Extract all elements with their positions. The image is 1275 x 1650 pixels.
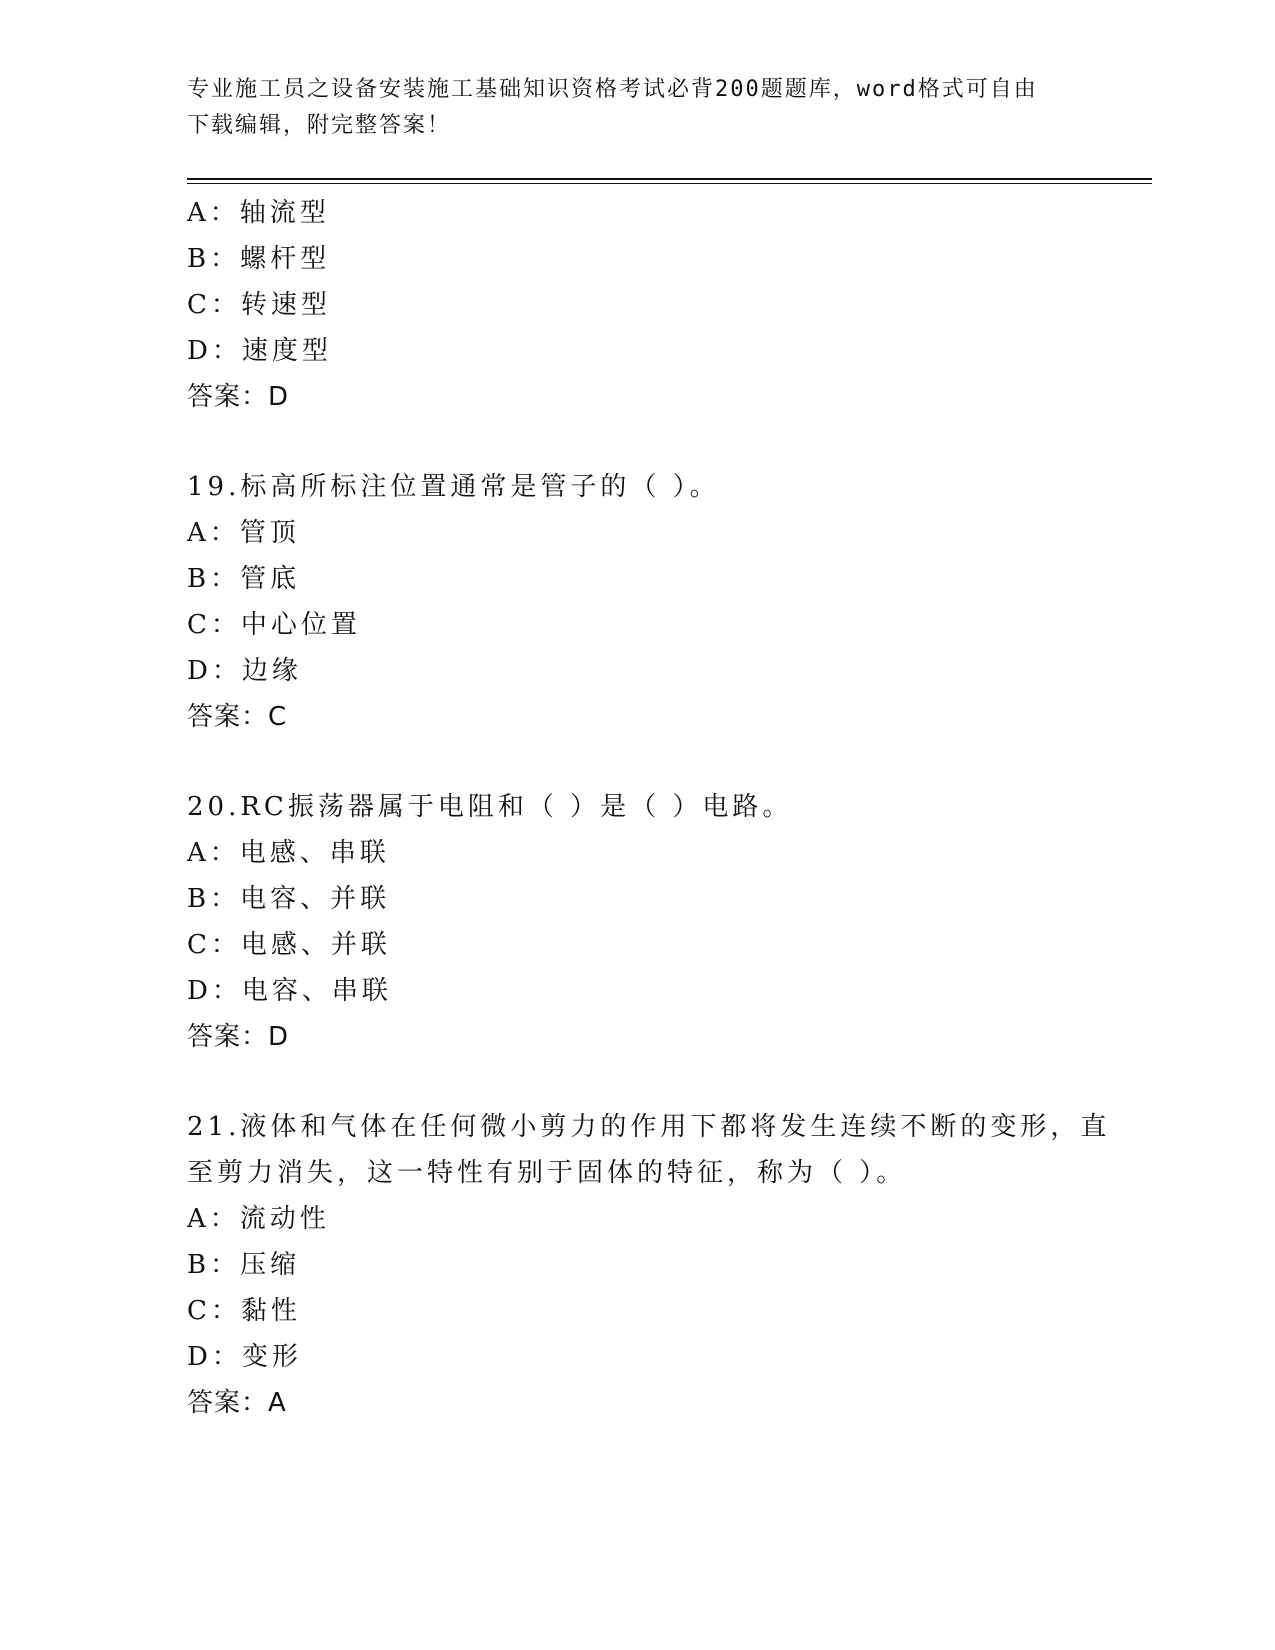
question-19 bbox=[187, 464, 1097, 740]
option-d: D：变形 bbox=[187, 1342, 302, 1372]
header-line-2: 下载编辑，附完整答案！ bbox=[187, 113, 452, 138]
option-b: B：管底 bbox=[187, 564, 301, 594]
option-b: B：电容、并联 bbox=[187, 884, 391, 914]
option-d: D：电容、串联 bbox=[187, 976, 392, 1006]
question-text-line-1: 21.液体和气体在任何微小剪力的作用下都将发生连续不断的变形，直 bbox=[187, 1112, 1111, 1142]
header-line-1: 专业施工员之设备安装施工基础知识资格考试必背200题题库，word格式可自由 bbox=[187, 77, 1038, 102]
question-text: 20.RC振荡器属于电阻和（ ）是（ ）电路。 bbox=[187, 792, 793, 822]
question-21 bbox=[187, 1104, 1111, 1426]
answer: 答案：D bbox=[187, 382, 290, 412]
question-20 bbox=[187, 784, 1097, 1060]
document-header bbox=[187, 72, 1067, 144]
answer: 答案：C bbox=[187, 702, 288, 732]
option-a: A：轴流型 bbox=[187, 198, 330, 228]
option-d: D：边缘 bbox=[187, 656, 302, 686]
option-c: C：转速型 bbox=[187, 290, 331, 320]
question-18 bbox=[187, 190, 1097, 420]
question-text: 19.标高所标注位置通常是管子的（ ）。 bbox=[187, 472, 720, 502]
option-d: D：速度型 bbox=[187, 336, 332, 366]
question-text-line-2: 至剪力消失，这一特性有别于固体的特征，称为（ ）。 bbox=[187, 1158, 907, 1188]
option-a: A：流动性 bbox=[187, 1204, 330, 1234]
option-c: C：黏性 bbox=[187, 1296, 301, 1326]
option-a: A：电感、串联 bbox=[187, 838, 390, 868]
header-divider-thick bbox=[187, 178, 1152, 180]
header-divider-thin bbox=[187, 183, 1152, 184]
answer: 答案：D bbox=[187, 1022, 290, 1052]
option-c: C：电感、并联 bbox=[187, 930, 391, 960]
option-b: B：螺杆型 bbox=[187, 244, 331, 274]
option-a: A：管顶 bbox=[187, 518, 300, 548]
option-c: C：中心位置 bbox=[187, 610, 361, 640]
answer: 答案：A bbox=[187, 1388, 287, 1418]
option-b: B：压缩 bbox=[187, 1250, 301, 1280]
question-list bbox=[187, 190, 1111, 1426]
